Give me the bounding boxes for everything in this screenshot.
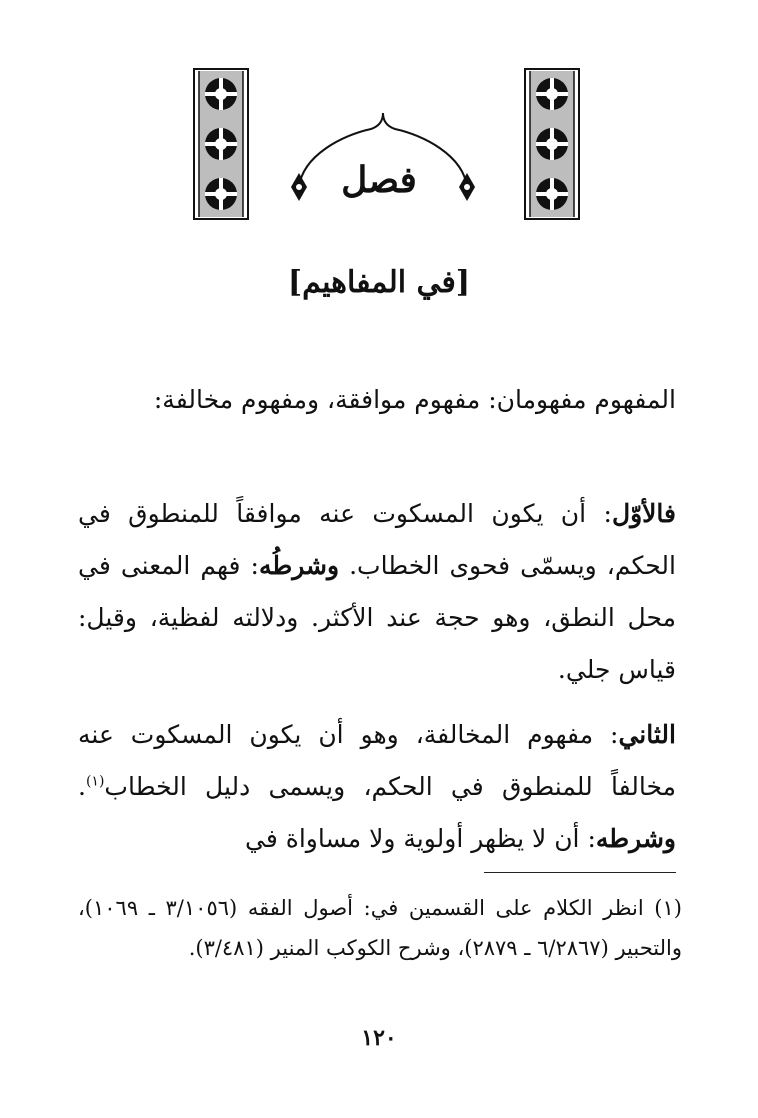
page-number: ١٢٠ bbox=[361, 1025, 397, 1051]
first-condition-lead: وشرطُه bbox=[258, 551, 340, 580]
intro-text: المفهوم مفهومان: مفهوم موافقة، ومفهوم مخالفة: bbox=[153, 385, 676, 414]
second-text: : مفهوم المخالفة، وهو أن يكون المسكوت عنه مخالفاً للمنطوق في الحكم، ويسمى دليل الخطاب bbox=[78, 720, 676, 801]
footnote-divider bbox=[484, 872, 676, 873]
ornament-pillar-right-icon bbox=[524, 68, 580, 220]
footnote-reference: (١) bbox=[85, 773, 105, 790]
paragraph-first bbox=[78, 488, 676, 696]
chapter-title: فصل bbox=[341, 159, 417, 201]
second-condition-text: : أن لا يظهر أولوية ولا مساواة في bbox=[245, 824, 596, 853]
first-lead: فالأوّل bbox=[611, 499, 676, 528]
first-text: : أن يكون المسكوت عنه موافقاً للمنطوق في الحكم، ويسمّى فحوى الخطاب. bbox=[78, 499, 676, 580]
ornament-pillar-left-icon bbox=[193, 68, 249, 220]
first-condition-text: : فهم المعنى في محل النطق، وهو حجة عند الأكثر. ودلالته لفظية، وقيل: قياس جلي. bbox=[78, 551, 676, 684]
paragraph-second: الثاني: مفهوم المخالفة، وهو أن يكون المسكوت عنه مخالفاً للمنطوق في الحكم، ويسمى دليل الخطاب$^{(١)}$. وشرطه: أن لا يظهر أولوية ولا مساواة في bbox=[78, 720, 676, 853]
footnote: (١) انظر الكلام على القسمين في: أصول الفقه (٣/١٠٥٦ ـ ١٠٦٩)، والتحبير (٦/٢٨٦٧ ـ ٢٨٧٩)، وشرح الكوكب المنير (٣/٤٨١). bbox=[78, 896, 682, 960]
second-condition-lead: وشرطه bbox=[595, 824, 676, 853]
second-lead: الثاني bbox=[618, 720, 676, 749]
section-title: [في المفاهيم] bbox=[287, 265, 471, 300]
paragraph-intro bbox=[78, 374, 676, 426]
